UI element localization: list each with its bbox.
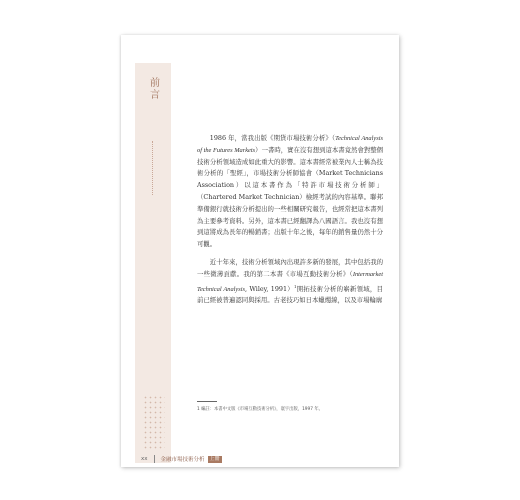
text-segment: 近十年來，技術分析領域內出現許多新的發展，其中包括我的一些微薄貢獻。我的第二本書《市場互動技術分析》（ xyxy=(197,257,383,278)
text-segment: 開拓技術分析的嶄新領域，目前已經被普遍認同與採用。古老技巧如日本蠟燭線，以及市場輪廓 xyxy=(197,284,383,305)
paragraph xyxy=(197,257,383,307)
book-page xyxy=(121,35,399,467)
english-title: Intermarket Technical Analysis xyxy=(197,270,383,293)
chapter-title: 前言 xyxy=(147,77,159,101)
footnote-rule xyxy=(197,401,217,402)
text-segment: , Wiley, 1991） xyxy=(245,284,294,293)
page-footer xyxy=(141,455,222,463)
english-title: Technical Analysis of the Futures Markets xyxy=(197,135,383,154)
volume-badge: 上冊 xyxy=(209,455,220,462)
chapter-side-band xyxy=(135,63,171,463)
page-number: xx xyxy=(141,456,148,462)
dotted-divider xyxy=(152,141,153,195)
footnote-ref: 1 xyxy=(293,283,297,289)
dot-pattern-decoration xyxy=(143,395,165,451)
paragraph xyxy=(197,133,383,251)
text-segment: ）一書時，實在沒有想到這本書竟然會對整個技術分析領域造成如此重大的影響。這本書經常被業內人士稱為技術分析的「聖經」，市場技術分析師協會（Market Technicians Association）以這本書作為「特許市場技術分析師」（Chartered Market Technician）檢經考試的內容基準。聯邦準備銀行就技術分析提出的一些相關研究報告，也經常把這本書列為主要參考資料。另外，這本書已經翻譯為八國語言。我也沒有想到這將成為長年的暢銷書；出版十年之後，每年的銷售量仍然十分可觀。 xyxy=(197,145,384,249)
body-text xyxy=(197,133,383,313)
footer-separator xyxy=(154,455,155,463)
footer-book-title: 金融市場技術分析 xyxy=(160,457,205,463)
footnote: 1 編註：本書中文版《市場互動技術分析》，寰宇出版，1997 年。 xyxy=(197,407,323,412)
text-segment: 1986 年，當我出版《期貨市場技術分析》（ xyxy=(209,134,336,142)
